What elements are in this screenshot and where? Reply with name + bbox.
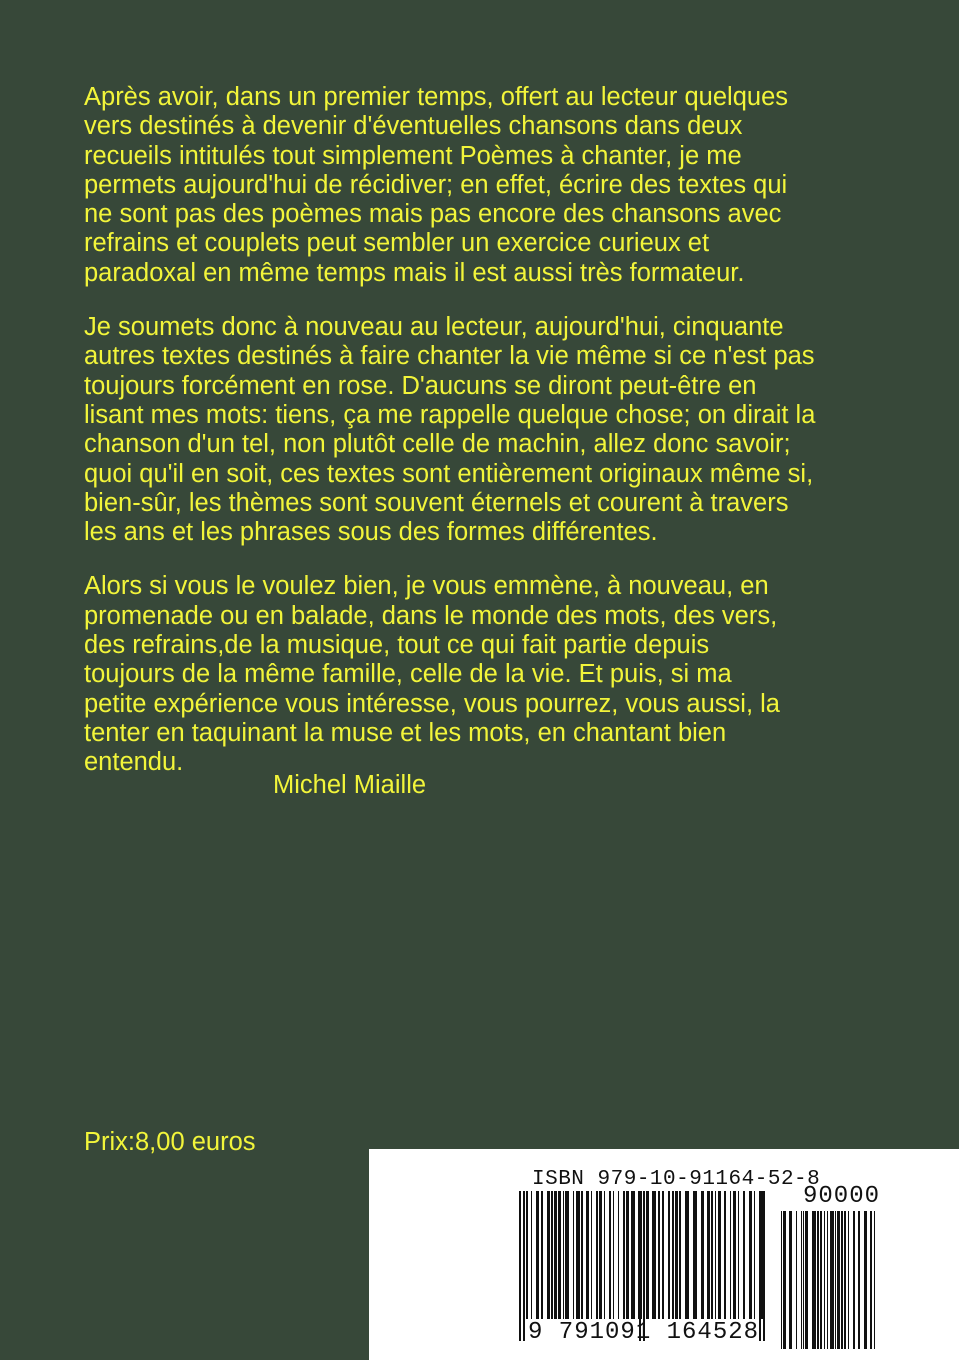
barcode-guard-bar [759, 1191, 761, 1341]
text-line: lisant mes mots: tiens, ça me rappelle quelque chose; on dirait la [84, 400, 816, 429]
barcode-bar [668, 1191, 670, 1319]
text-line: autres textes destinés à faire chanter la vie même si ce n'est pas [84, 342, 815, 371]
text-line: Après avoir, dans un premier temps, offert au lecteur quelques [84, 83, 789, 111]
barcode-addon-bar [853, 1211, 855, 1349]
barcode-addon-bar [824, 1211, 825, 1349]
barcode-addon-bar [841, 1211, 843, 1349]
barcode-bar [724, 1191, 726, 1319]
barcode-bar [613, 1191, 614, 1319]
barcode-bar [675, 1191, 678, 1319]
paragraph-3 [84, 572, 884, 777]
barcode-bar [718, 1191, 721, 1319]
text-line: ne sont pas des poèmes mais pas encore des chansons avec [84, 200, 782, 229]
isbn-label: ISBN 979-10-91164-52-8 [532, 1168, 821, 1191]
barcode-bar [536, 1191, 539, 1319]
barcode-bar [576, 1191, 580, 1319]
barcode-bar [733, 1191, 736, 1319]
barcode-addon-bar [789, 1211, 792, 1349]
barcode-addon-bar [803, 1211, 804, 1349]
paragraph-2 [84, 313, 884, 547]
barcode-addon-bar [812, 1211, 816, 1349]
text-line: refrains et couplets peut sembler un exercice curieux et [84, 229, 710, 258]
barcode-addon-bar [805, 1211, 808, 1349]
barcode-bar [646, 1191, 649, 1319]
barcode-bar [554, 1191, 557, 1319]
barcode-bar [693, 1191, 697, 1319]
barcode-panel [369, 1149, 959, 1360]
barcode-addon-bar [835, 1211, 836, 1349]
text-line: toujours de la même famille, celle de la vie. Et puis, si ma [84, 660, 732, 689]
barcode-addon-bar [848, 1211, 849, 1349]
barcode-bar [547, 1191, 550, 1319]
text-line: paradoxal en même temps mais il est aussi très formateur. [84, 258, 745, 287]
text-line: petite expérience vous intéresse, vous pourrez, vous aussi, la [84, 689, 780, 718]
text-line: quoi qu'il en soit, ces textes sont entièrement originaux même si, [84, 459, 814, 488]
text-line: recueils intitulés tout simplement Poèmes à chanter, je me [84, 141, 742, 170]
barcode-bar [754, 1191, 755, 1319]
text-line: permets aujourd'hui de récidiver; en effet, écrire des textes qui [84, 170, 788, 199]
barcode-bar [672, 1191, 674, 1319]
barcode-bar [531, 1191, 532, 1319]
text-line: Je soumets donc à nouveau au lecteur, aujourd'hui, cinquante [84, 313, 784, 342]
barcode-bar [591, 1191, 592, 1319]
barcode-guard-bar [763, 1191, 765, 1341]
barcode-bar [749, 1191, 752, 1319]
barcode-addon-bar [858, 1211, 860, 1349]
barcode-bar [707, 1191, 710, 1319]
barcode-bar [631, 1191, 635, 1319]
barcode-bar [679, 1191, 681, 1319]
barcode-bar [658, 1191, 660, 1319]
text-line: promenade ou en balade, dans le monde des mots, des vers, [84, 601, 778, 630]
barcode-bar [573, 1191, 574, 1319]
paragraph-1 [84, 83, 884, 288]
text-line: des refrains,de la musique, tout ce qui fait partie depuis [84, 631, 710, 660]
barcode-bar [743, 1191, 745, 1319]
barcode-bar [685, 1191, 689, 1319]
author-signature: Michel Miaille [273, 771, 427, 799]
barcode-bar [526, 1191, 528, 1319]
barcode-addon-bar [837, 1211, 840, 1349]
barcode-addon-bar [783, 1211, 786, 1349]
barcode-addon-bar [844, 1211, 846, 1349]
barcode-addon-bar [781, 1211, 782, 1349]
barcode-bar [541, 1191, 543, 1319]
price-label: Prix:8,00 euros [84, 1128, 256, 1156]
text-line: chanson d'un tel, non plutôt celle de machin, allez donc savoir; [84, 430, 791, 459]
barcode-bar [626, 1191, 629, 1319]
barcode-bar [711, 1191, 713, 1319]
barcode-addon-bar [796, 1211, 797, 1349]
ean-digits: 9 791091 164528 [528, 1319, 760, 1346]
text-line: les ans et les phrases sous des formes différentes. [84, 518, 658, 547]
barcode-bar [730, 1191, 731, 1319]
barcode-addon-bar [874, 1211, 875, 1349]
barcode-addon-bar [820, 1211, 822, 1349]
back-cover-text [84, 83, 884, 803]
barcode-bar [609, 1191, 611, 1319]
barcode-bar [563, 1191, 564, 1319]
barcode-addon-digits: 90000 [803, 1183, 881, 1210]
barcode-addon-bar [870, 1211, 872, 1349]
barcode-bar [599, 1191, 602, 1319]
text-line: vers destinés à devenir d'éventuelles chansons dans deux [84, 112, 743, 141]
barcode-addon-bar [864, 1211, 867, 1349]
text-line: toujours forcément en rose. D'aucuns se diront peut-être en [84, 371, 757, 400]
barcode-addon-bar [817, 1211, 819, 1349]
text-line: entendu. [84, 748, 184, 777]
barcode-bar [738, 1191, 739, 1319]
barcode-bar [565, 1191, 569, 1319]
barcode-addon-bar [801, 1211, 802, 1349]
barcode-addon-bar [827, 1211, 828, 1349]
barcode-bar [638, 1191, 639, 1319]
barcode-bar [618, 1191, 619, 1319]
text-line: tenter en taquinant la muse et les mots, en chantant bien [84, 718, 727, 747]
barcode-bar [581, 1191, 583, 1319]
barcode-bar [652, 1191, 656, 1319]
text-line: bien-sûr, les thèmes sont souvent éternels et courent à travers [84, 488, 789, 517]
barcode-bar [715, 1191, 716, 1319]
barcode-bar [596, 1191, 598, 1319]
barcode-bar [558, 1191, 561, 1319]
barcode-bar [701, 1191, 704, 1319]
barcode-bar [623, 1191, 625, 1319]
barcode-guard-bar [519, 1191, 521, 1341]
barcode-bar [604, 1191, 605, 1319]
barcode-bar [662, 1191, 664, 1319]
text-line: Alors si vous le voulez bien, je vous emmène, à nouveau, en [84, 572, 769, 601]
barcode-bar [551, 1191, 553, 1319]
barcode-guard-bar [523, 1191, 525, 1341]
barcode-addon-bar [830, 1211, 834, 1349]
barcode-bar [586, 1191, 589, 1319]
